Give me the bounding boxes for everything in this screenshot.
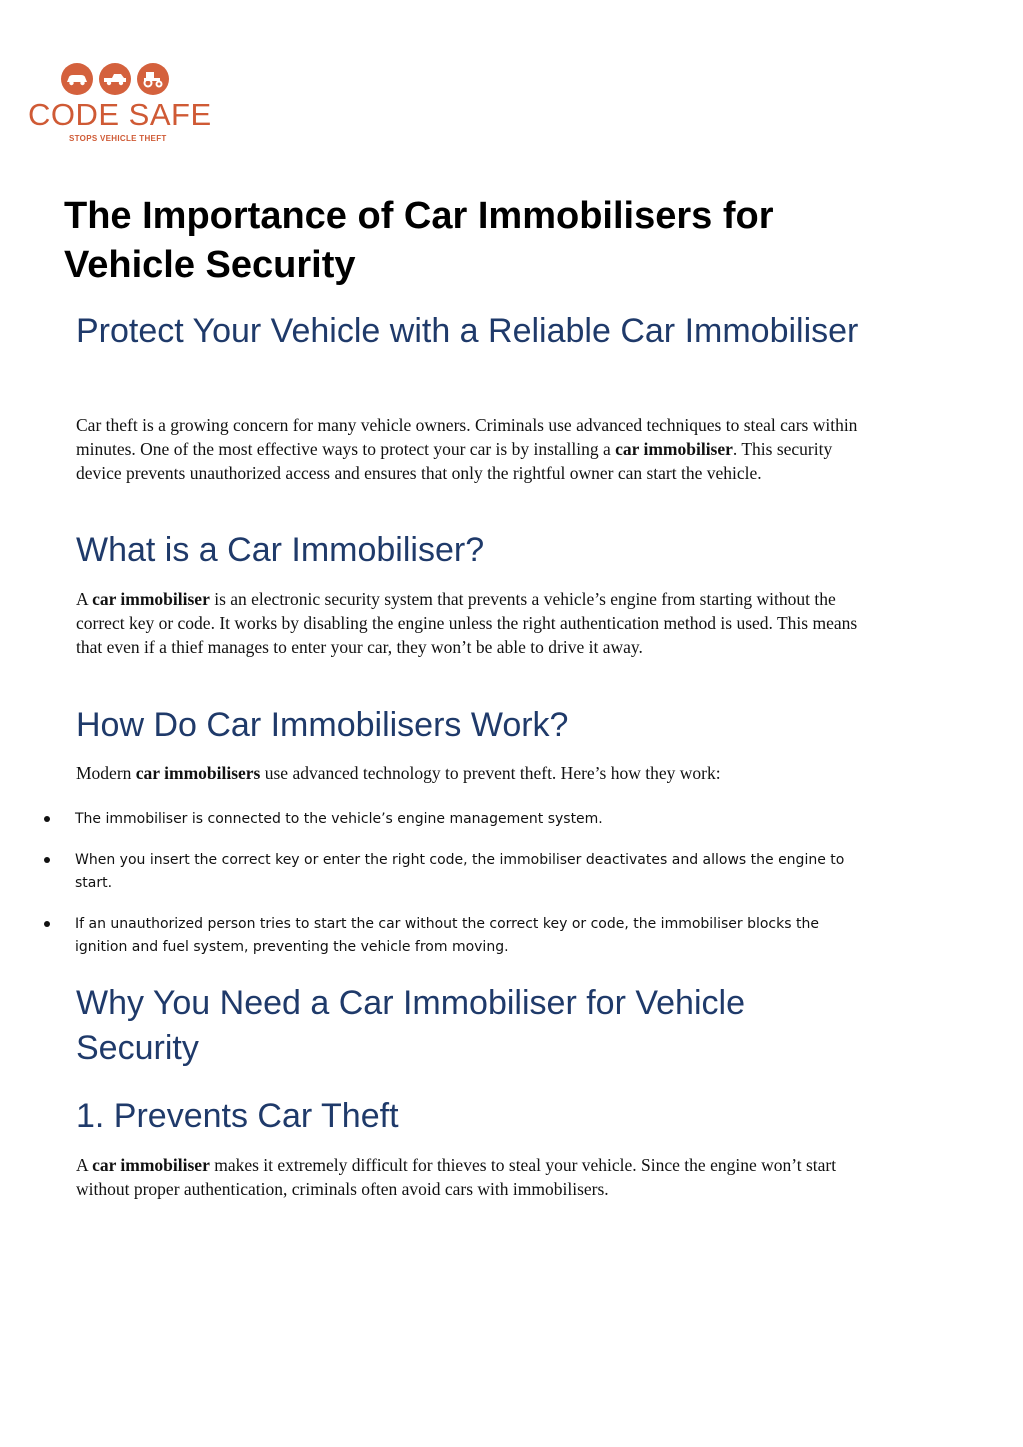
list-item-text: If an unauthorized person tries to start the car without the correct key or code, the immobiliser blocks the ignition and fuel system, preventing the vehicle from moving. bbox=[75, 916, 819, 955]
heading-how: How Do Car Immobilisers Work? bbox=[76, 706, 569, 744]
heading-what: What is a Car Immobiliser? bbox=[76, 531, 485, 569]
heading-protect: Protect Your Vehicle with a Reliable Car Immobiliser bbox=[76, 312, 859, 350]
logo-vehicle-icons bbox=[60, 62, 170, 96]
heading-prevents-theft: 1. Prevents Car Theft bbox=[76, 1097, 399, 1135]
heading-why: Why You Need a Car Immobiliser for Vehicle Security bbox=[76, 984, 745, 1067]
car-icon bbox=[61, 63, 93, 95]
list-item-text: When you insert the correct key or enter the right code, the immobiliser deactivates and allows the engine to start. bbox=[75, 852, 845, 891]
tractor-icon bbox=[137, 63, 169, 95]
paragraph-protect: Car theft is a growing concern for many vehicle owners. Criminals use advanced techniques to steal cars within minutes. One of the most effective ways to protect your car is by installing a car immobiliser. This security device prevents unauthorized access and ensures that only the rightful owner can start the vehicle. bbox=[76, 415, 858, 483]
page-title: The Importance of Car Immobilisers for Vehicle Security bbox=[64, 195, 774, 286]
paragraph-how: Modern car immobilisers use advanced technology to prevent theft. Here’s how they work: bbox=[76, 763, 721, 783]
list-item-text: The immobiliser is connected to the vehicle’s engine management system. bbox=[75, 811, 603, 827]
logo-brand: CODE SAFE bbox=[28, 97, 212, 132]
paragraph-what: A car immobiliser is an electronic security system that prevents a vehicle’s engine from starting without the correct key or code. It works by disabling the engine unless the right authentication method is used. This means that even if a thief manages to enter your car, they won’t be able to drive it away. bbox=[76, 589, 858, 657]
bullet-icon bbox=[44, 816, 50, 822]
pickup-truck-icon bbox=[99, 63, 131, 95]
bullet-icon bbox=[44, 921, 50, 927]
paragraph-prevents-theft: A car immobiliser makes it extremely difficult for thieves to steal your vehicle. Since the engine won’t start without proper authentication, criminals often avoid cars with immobilisers. bbox=[76, 1155, 837, 1199]
code-safe-logo bbox=[28, 60, 212, 144]
logo-tagline: STOPS VEHICLE THEFT bbox=[69, 134, 167, 143]
bullet-icon bbox=[44, 857, 50, 863]
